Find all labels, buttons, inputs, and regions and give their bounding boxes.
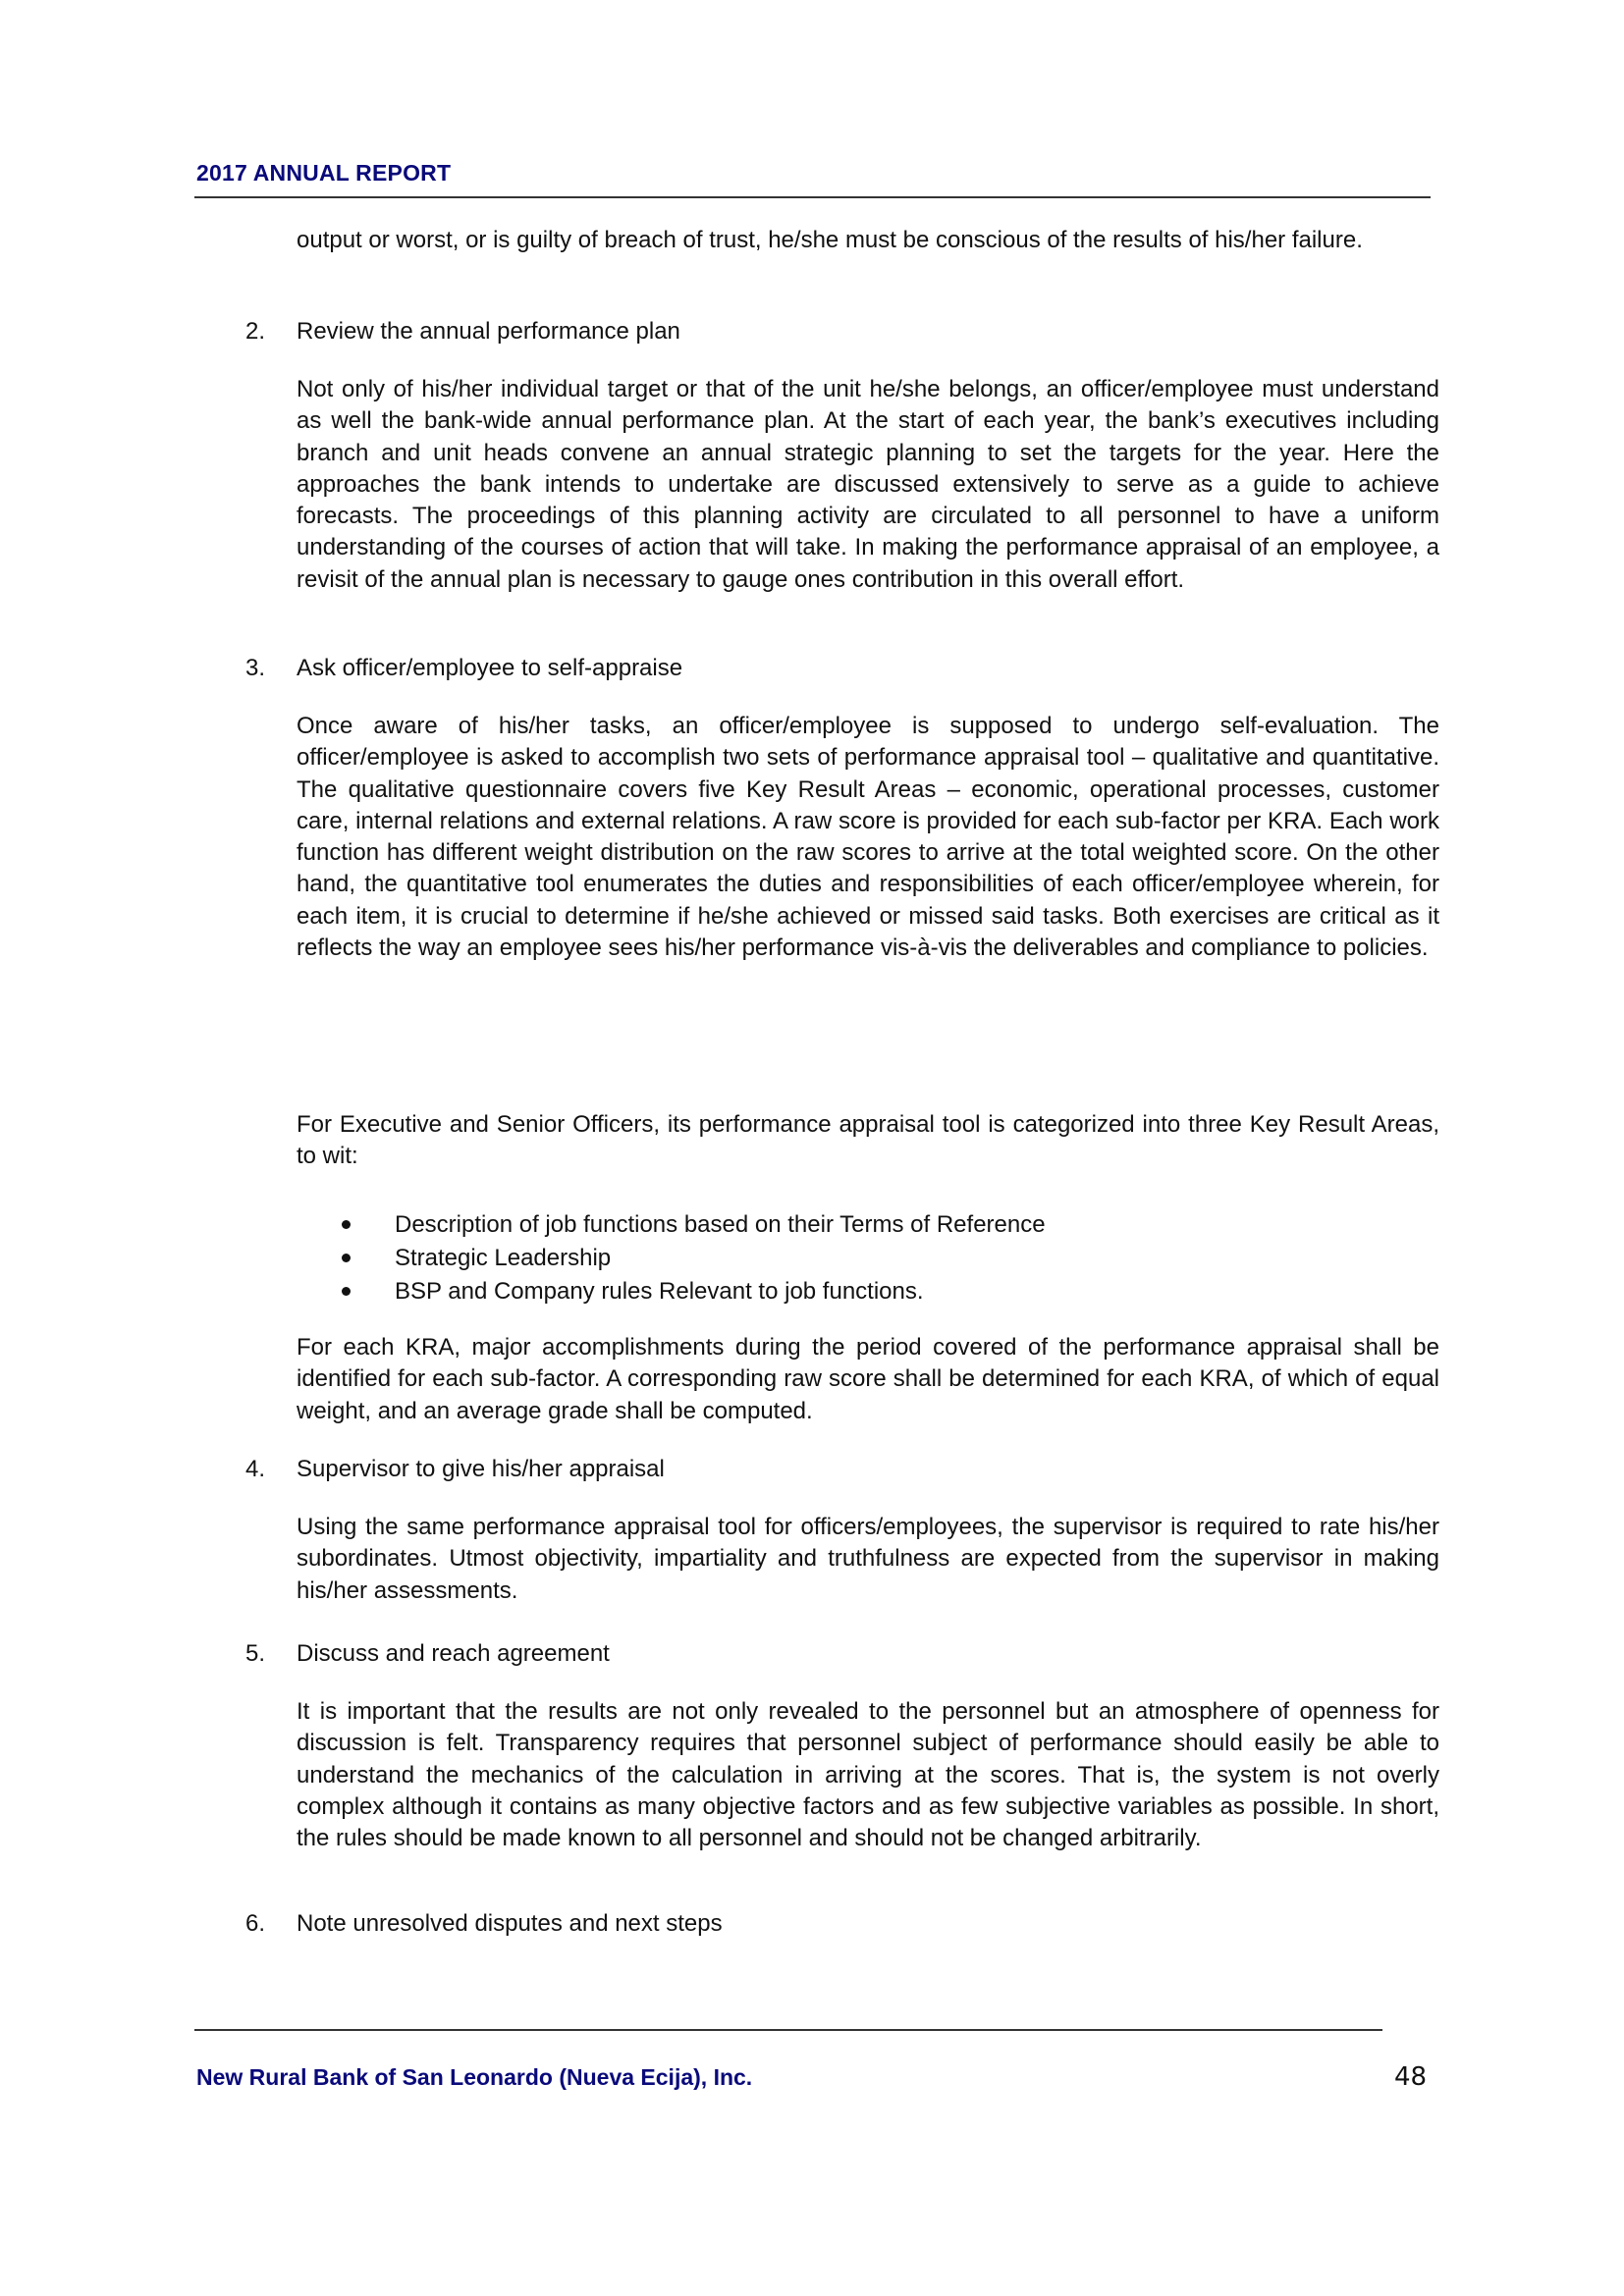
list-item-3-heading xyxy=(245,653,682,684)
header-divider xyxy=(194,196,1431,198)
list-item-5-heading xyxy=(245,1638,610,1670)
list-item-3-body: Once aware of his/her tasks, an officer/employee is supposed to undergo self-evaluation. The officer/employee is asked to accomplish two sets of performance appraisal tool – qualitative and quantitative. The qualitative questionnaire covers five Key Result Areas – economic, operational processes, customer care, internal relations and external relations. A raw score is provided for each sub-factor per KRA. Each work function has different weight distribution on the raw scores to arrive at the total weighted score. On the other hand, the quantitative tool enumerates the duties and responsibilities of each officer/employee wherein, for each item, it is crucial to determine if he/she achieved or missed said tasks. Both exercises are critical as it reflects the way an employee sees his/her performance vis-à-vis the deliverables and compliance to policies. xyxy=(297,713,1439,962)
bullet-item xyxy=(297,1275,1377,1308)
report-header-title: 2017 ANNUAL REPORT xyxy=(196,160,452,186)
list-item-number: 2. xyxy=(245,318,266,345)
kra-bullet-list xyxy=(297,1208,1377,1308)
list-item-title: Ask officer/employee to self-appraise xyxy=(297,655,683,681)
list-item-number: 5. xyxy=(245,1640,266,1667)
bullet-icon xyxy=(342,1220,351,1229)
bullet-item xyxy=(297,1208,1377,1242)
list-item-2-heading xyxy=(245,316,680,347)
list-item-5-body: It is important that the results are not only revealed to the personnel but an atmosphere of openness for discussion is felt. Transparency requires that personnel subject of performance should easily be able to understand the mechanics of the calculation in arriving at the scores. That is, the system is not overly complex although it contains as many objective factors and as few subjective variables as possible. In short, the rules should be made known to all personnel and should not be changed arbitrarily. xyxy=(297,1698,1439,1852)
list-item-title: Note unresolved disputes and next steps xyxy=(297,1910,723,1937)
bullet-item xyxy=(297,1242,1377,1275)
bullet-text: Description of job functions based on their Terms of Reference xyxy=(395,1211,1046,1238)
list-item-title: Review the annual performance plan xyxy=(297,318,680,345)
continuation-paragraph: output or worst, or is guilty of breach of trust, he/she must be conscious of the results of his/her failure. xyxy=(297,227,1363,253)
footer-organization-name: New Rural Bank of San Leonardo (Nueva Ecija), Inc. xyxy=(196,2064,753,2090)
list-item-title: Supervisor to give his/her appraisal xyxy=(297,1456,665,1482)
executive-kra-intro: For Executive and Senior Officers, its performance appraisal tool is categorized into three Key Result Areas, to wit: xyxy=(297,1111,1439,1170)
list-item-number: 6. xyxy=(245,1910,266,1937)
list-item-title: Discuss and reach agreement xyxy=(297,1640,610,1667)
list-item-4-body: Using the same performance appraisal tool for officers/employees, the supervisor is required to rate his/her subordinates. Utmost objectivity, impartiality and truthfulness are expected from the supervisor in making his/her assessments. xyxy=(297,1514,1439,1604)
list-item-number: 4. xyxy=(245,1456,266,1482)
page-number: 48 xyxy=(1394,2062,1428,2092)
footer-divider xyxy=(194,2029,1382,2031)
list-item-2-body: Not only of his/her individual target or that of the unit he/she belongs, an officer/employee must understand as well the bank-wide annual performance plan. At the start of each year, the bank’s executives including branch and unit heads convene an annual strategic planning to set the targets for the year. Here the approaches the bank intends to undertake are discussed extensively to serve as a guide to achieve forecasts. The proceedings of this planning activity are circulated to all personnel to have a uniform understanding of the courses of action that will take. In making the performance appraisal of an employee, a revisit of the annual plan is necessary to gauge ones contribution in this overall effort. xyxy=(297,376,1439,593)
bullet-text: BSP and Company rules Relevant to job functions. xyxy=(395,1278,924,1305)
bullet-icon xyxy=(342,1254,351,1262)
list-item-6-heading xyxy=(245,1908,723,1940)
bullet-icon xyxy=(342,1287,351,1296)
kra-scoring-paragraph: For each KRA, major accomplishments during the period covered of the performance appraisal shall be identified for each sub-factor. A corresponding raw score shall be determined for each KRA, of which of equal weight, and an average grade shall be computed. xyxy=(297,1334,1439,1424)
list-item-number: 3. xyxy=(245,655,266,681)
bullet-text: Strategic Leadership xyxy=(395,1245,612,1271)
list-item-4-heading xyxy=(245,1454,665,1485)
